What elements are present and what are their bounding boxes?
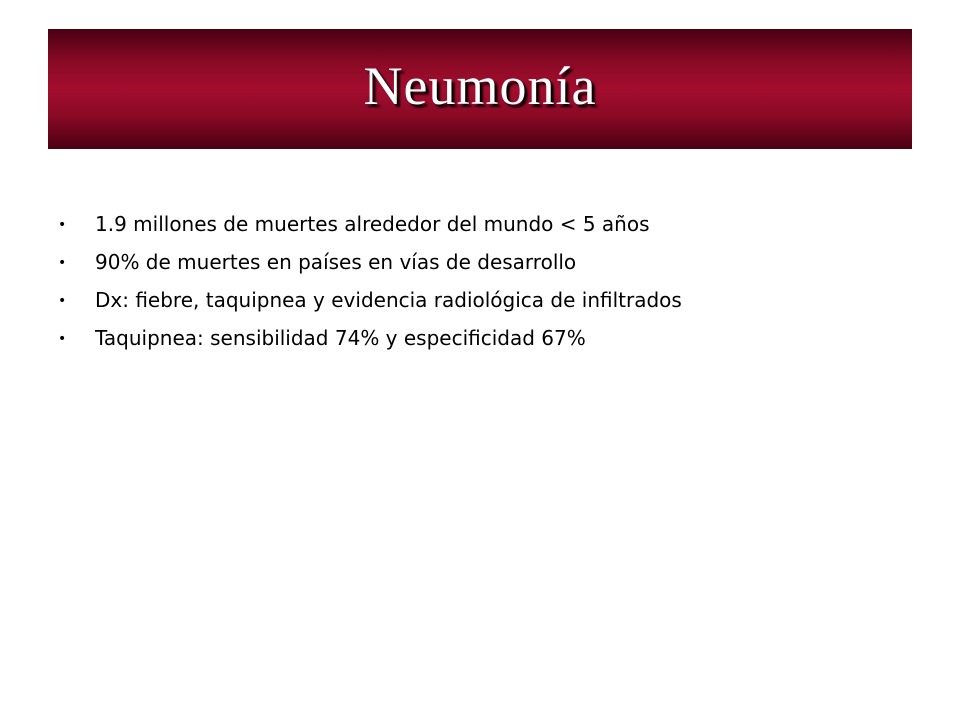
bullet-icon: •	[58, 255, 67, 271]
slide-title: Neumonía	[363, 56, 597, 116]
bullet-item	[58, 288, 682, 326]
title-banner	[48, 29, 912, 149]
bullet-text: Dx: fiebre, taquipnea y evidencia radiológica de infiltrados	[95, 288, 682, 312]
bullet-text: Taquipnea: sensibilidad 74% y especificidad 67%	[95, 326, 586, 350]
bullet-item	[58, 250, 682, 288]
bullet-text: 90% de muertes en países en vías de desarrollo	[95, 250, 577, 274]
bullet-icon: •	[58, 293, 67, 309]
bullet-list	[58, 212, 682, 364]
bullet-text: 1.9 millones de muertes alrededor del mundo < 5 años	[95, 212, 650, 236]
bullet-icon: •	[58, 331, 67, 347]
bullet-item	[58, 212, 682, 250]
bullet-item	[58, 326, 682, 364]
bullet-icon: •	[58, 217, 67, 233]
